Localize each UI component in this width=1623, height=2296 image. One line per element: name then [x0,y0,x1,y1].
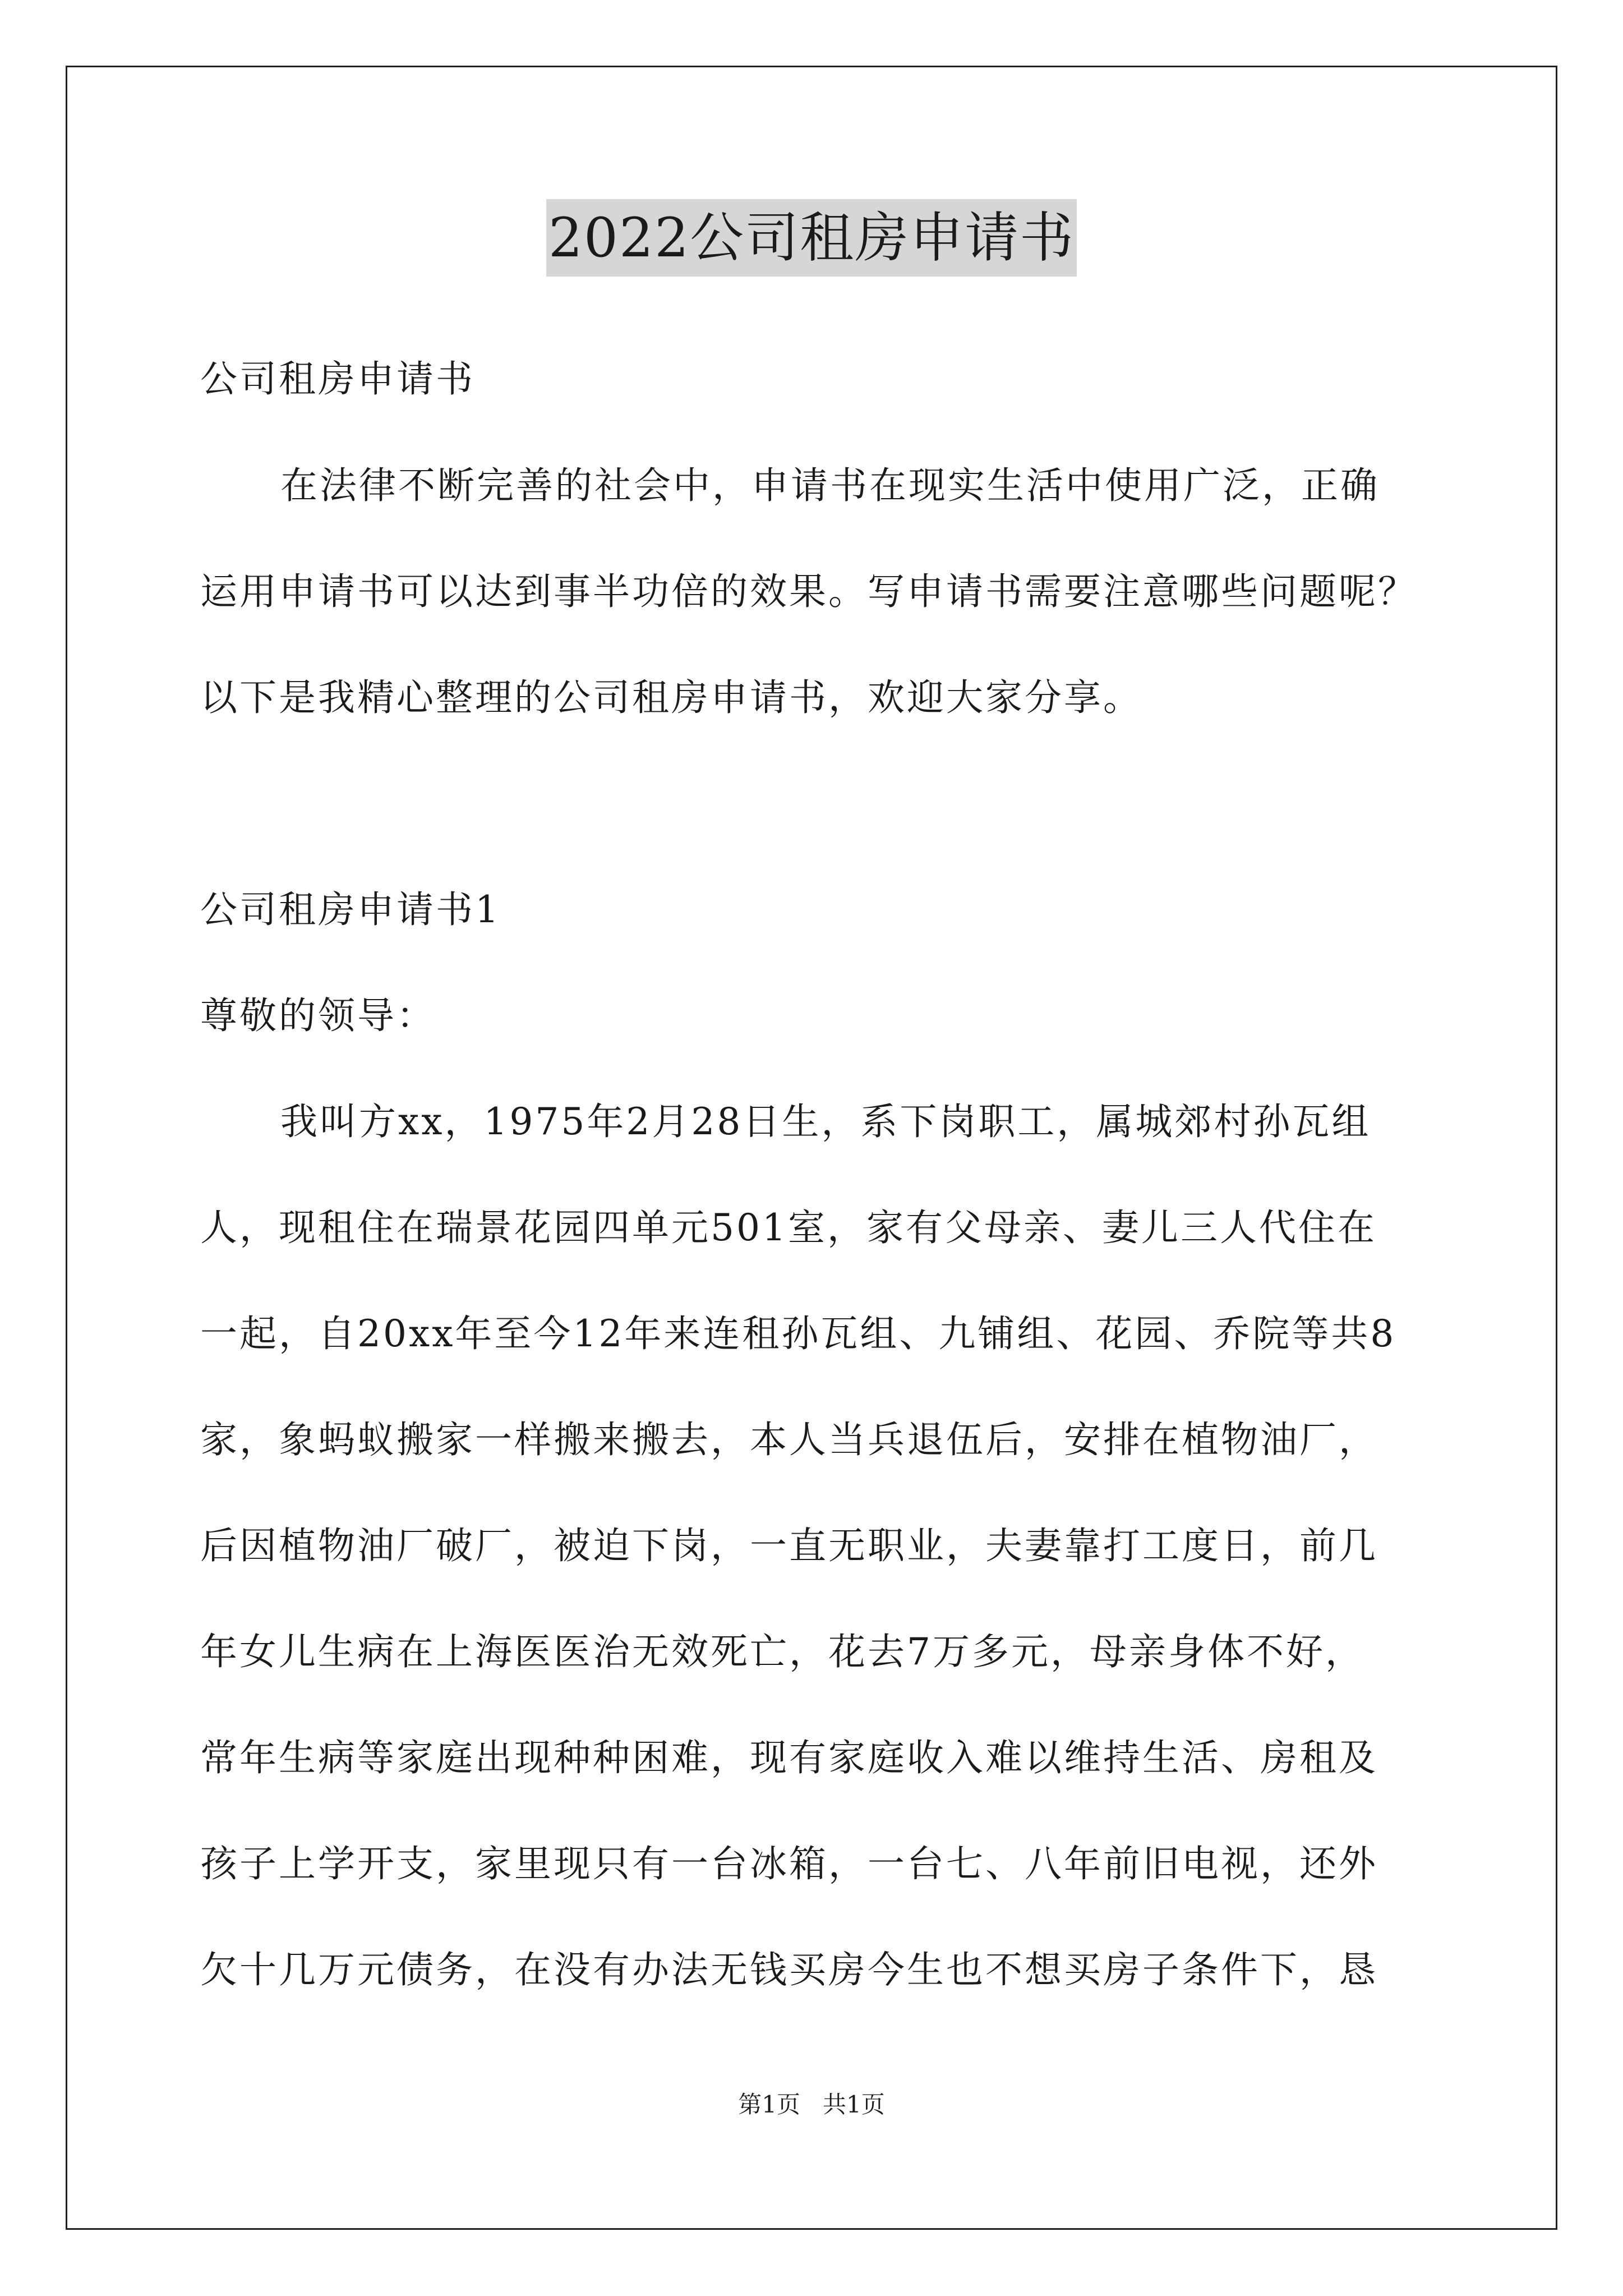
page-number-footer: 第1页 共1页 [738,2091,885,2118]
body-paragraph-line-6: 年女儿生病在上海医医治无效死亡，花去7万多元，母亲身体不好， [200,1630,1364,1673]
body-paragraph-line-1: 我叫方xx，1975年2月28日生，系下岗职工，属城郊村孙瓦组 [280,1100,1371,1143]
salutation: 尊敬的领导： [200,994,436,1037]
subtitle-line: 公司租房申请书 [200,357,475,401]
section-heading: 公司租房申请书1 [200,888,501,931]
body-paragraph-line-3: 一起，自20xx年至今12年来连租孙瓦组、九铺组、花园、乔院等共8 [200,1312,1396,1355]
body-paragraph-line-8: 孩子上学开支，家里现只有一台冰箱，一台七、八年前旧电视，还外 [200,1842,1378,1885]
title-container [0,199,1623,277]
body-paragraph-line-2: 人，现租住在瑞景花园四单元501室，家有父母亲、妻儿三人代住在 [200,1206,1377,1249]
document-title: 2022公司租房申请书 [546,199,1077,277]
body-paragraph-line-9: 欠十几万元债务，在没有办法无钱买房今生也不想买房子条件下，恳 [200,1948,1378,1991]
intro-paragraph-line-1: 在法律不断完善的社会中，申请书在现实生活中使用广泛，正确 [280,464,1380,507]
body-paragraph-line-7: 常年生病等家庭出现种种困难，现有家庭收入难以维持生活、房租及 [200,1736,1378,1779]
body-paragraph-line-5: 后因植物油厂破厂，被迫下岗，一直无职业，夫妻靠打工度日，前几 [200,1524,1378,1567]
intro-paragraph-line-3: 以下是我精心整理的公司租房申请书，欢迎大家分享。 [200,676,1142,719]
intro-paragraph-line-2: 运用申请书可以达到事半功倍的效果。写申请书需要注意哪些问题呢？ [200,570,1417,613]
body-paragraph-line-4: 家，象蚂蚁搬家一样搬来搬去，本人当兵退伍后，安排在植物油厂， [200,1418,1378,1461]
